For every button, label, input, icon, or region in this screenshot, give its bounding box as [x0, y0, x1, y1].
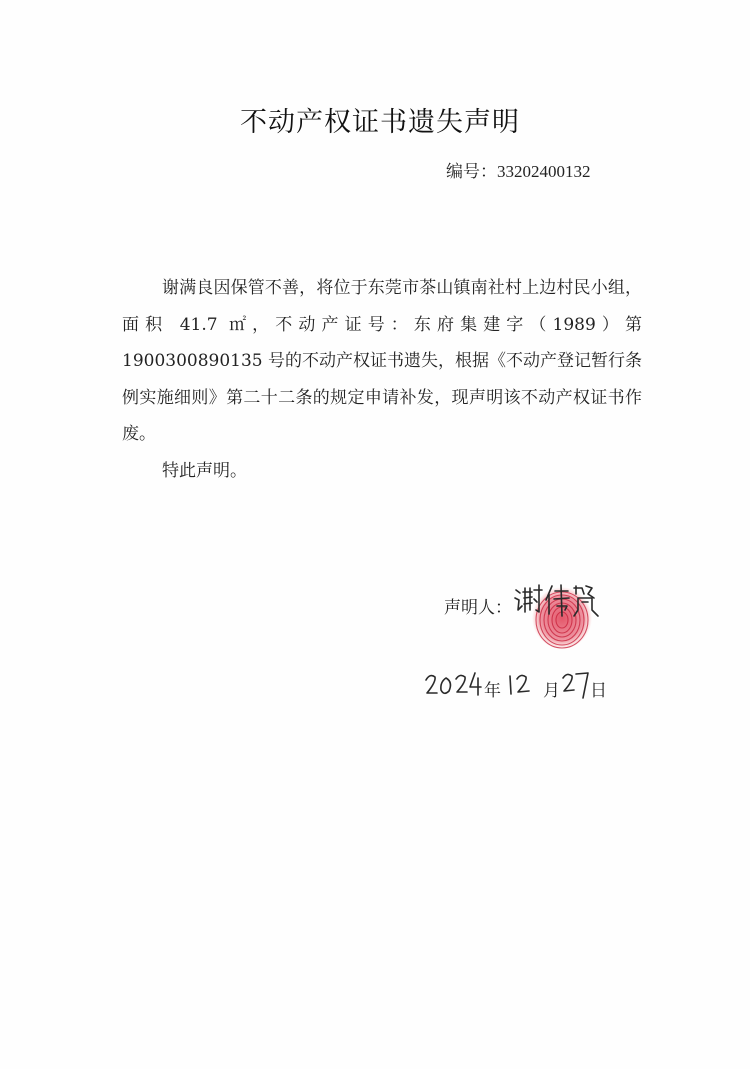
closing-paragraph: 特此声明。: [162, 460, 247, 481]
serial-number-line: [446, 157, 591, 182]
date-year-char: 年: [484, 681, 501, 701]
handwritten-signature: [512, 580, 612, 620]
serial-number: 33202400132: [497, 162, 591, 181]
declaration-body: [122, 270, 642, 489]
serial-label: 编号：: [446, 162, 497, 182]
date-day-char: 日: [590, 681, 607, 701]
date-month-char: 月: [543, 681, 560, 701]
document-title: 不动产权证书遗失声明: [240, 107, 520, 138]
declaration-paragraph: 谢满良因保管不善，将位于东莞市茶山镇南社村上边村民小组，面积 41.7 ㎡，不动产证号：东府集建字（1989）第 1900300890135 号的不动产权证书遗失，根据《不动产登记暂行条例实施细则》第二十二条的规定申请补发，现声明该不动产权证书作废。: [122, 278, 643, 444]
signer-label: 声明人：: [444, 598, 512, 618]
